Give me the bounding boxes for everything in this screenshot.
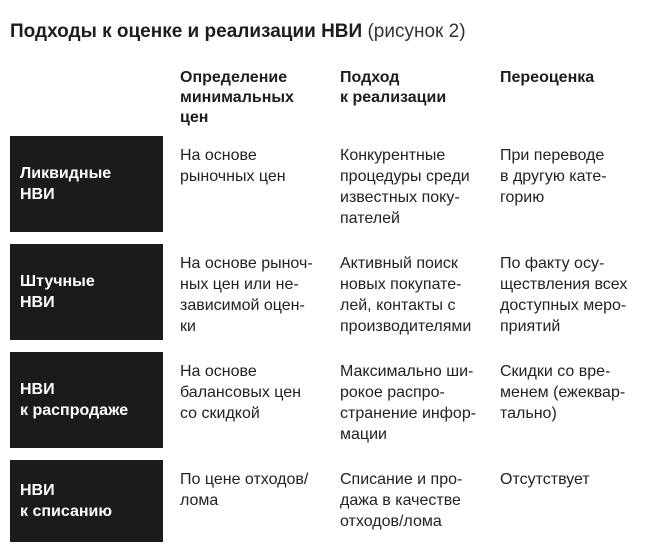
table-cell-min-prices: На основе балансовых цен со скидкой	[180, 363, 302, 422]
column-header-sales-approach: Подход к реализации	[340, 69, 447, 106]
table-cell-sales-approach: Активный поиск новых покупате- лей, контакты с производителями	[340, 255, 472, 335]
table-cell-sales-approach: Максимально ши- рокое распро- странение инфор- мации	[340, 363, 477, 443]
figure-title-main: Подходы к оценке и реализации НВИ	[10, 21, 363, 42]
table-cell-revaluation: Скидки со вре- менем (ежеквар- тально)	[500, 363, 626, 422]
row-label: Штучные НВИ	[20, 273, 95, 311]
column-header-min-prices: Определение минимальных цен	[180, 69, 294, 126]
table-cell-min-prices: На основе рыноч- ных цен или не- зависимой оцен- ки	[180, 255, 313, 335]
table-cell-revaluation: По факту осу- ществления всех доступных меро- приятий	[500, 255, 628, 335]
table-cell-revaluation: Отсутствует	[500, 471, 590, 488]
figure-title-ref: (рисунок 2)	[367, 21, 466, 42]
table-cell-min-prices: На основе рыночных цен	[180, 147, 286, 185]
table-cell-sales-approach: Списание и про- дажа в качестве отходов/лома	[340, 471, 463, 530]
table-cell-revaluation: При переводе в другую кате- горию	[500, 147, 607, 206]
row-label-box	[10, 460, 163, 542]
row-label-box	[10, 352, 163, 448]
row-label: НВИ к списанию	[20, 482, 113, 520]
row-label-box	[10, 136, 163, 232]
table-cell-min-prices: По цене отходов/ лома	[180, 471, 309, 509]
figure-title	[10, 20, 466, 44]
column-header-revaluation: Переоценка	[500, 69, 595, 86]
row-label-box	[10, 244, 163, 340]
row-label: НВИ к распродаже	[20, 381, 129, 419]
row-label: Ликвидные НВИ	[20, 165, 112, 203]
table-cell-sales-approach: Конкурентные процедуры среди известных поку- пателей	[340, 147, 470, 227]
